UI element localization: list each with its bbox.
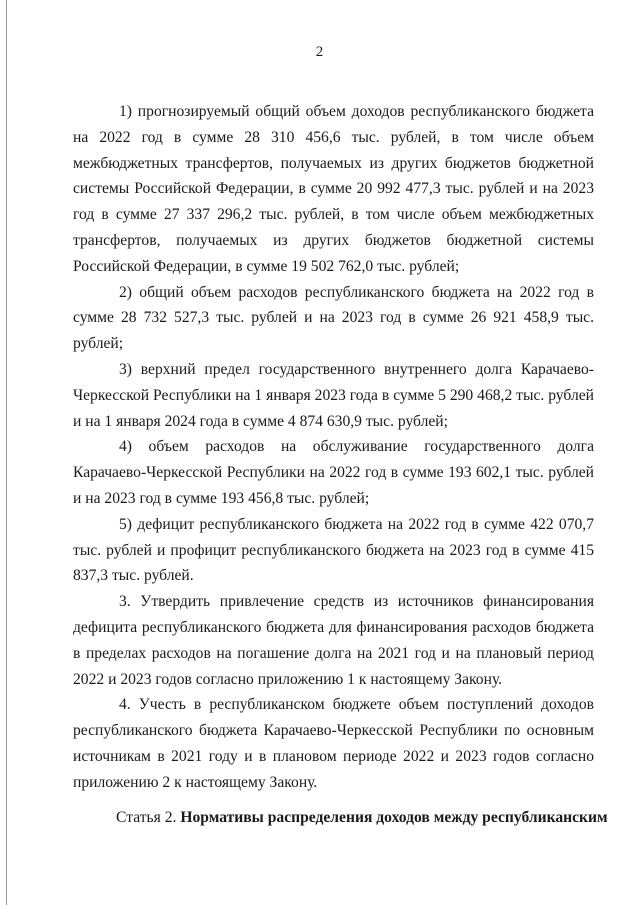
- paragraph-deficit-surplus: 5) дефицит республиканского бюджета на 2022 год в сумме 422 070,7 тыс. рублей и профицит республиканского бюджета на 2023 год в сумме 415 837,3 тыс. рублей.: [73, 515, 594, 585]
- article-heading: [116, 805, 616, 831]
- paragraph-debt-service: 4) объем расходов на обслуживание государственного долга Карачаево-Черкесской Республики на 2022 год в сумме 193 602,1 тыс. рублей и на 2023 год в сумме 193 456,8 тыс. рублей;: [73, 438, 594, 507]
- article-title: Нормативы распределения доходов между республиканским: [180, 809, 608, 826]
- paragraph-revenue-sources: 4. Учесть в республиканском бюджете объем поступлений доходов республиканского бюджета Карачаево-Черкесской Республики по основным источникам в 2021 году и в плановом периоде 2022 и 2023 годов согласно приложению 2 к настоящему Закону.: [73, 696, 594, 791]
- document-body: [73, 99, 594, 796]
- paragraph-revenue-volume: 1) прогнозируемый общий объем доходов республиканского бюджета на 2022 год в сумме 28 310 456,6 тыс. рублей, в том числе объем межбюджетных трансфертов, получаемых из других бюджетов бюджетной системы Российской Федерации, в сумме 20 992 477,3 тыс. рублей и на 2023 год в сумме 27 337 296,2 тыс. рублей, в том числе объем межбюджетных трансфертов, получаемых из других бюджетов бюджетной системы Российской Федерации, в сумме 19 502 762,0 тыс. рублей;: [73, 103, 594, 275]
- article-prefix: Статья 2.: [116, 809, 177, 826]
- paragraph-financing-sources: 3. Утвердить привлечение средств из источников финансирования дефицита республиканского бюджета для финансирования расходов бюджета в пределах расходов на погашение долга на 2021 год и на плановый период 2022 и 2023 годов согласно приложению 1 к настоящему Закону.: [73, 593, 594, 688]
- page-number: 2: [315, 44, 324, 60]
- paragraph-expenditure-volume: 2) общий объем расходов республиканского бюджета на 2022 год в сумме 28 732 527,3 тыс. рублей и на 2023 год в сумме 26 921 458,9 тыс. рублей;: [73, 283, 594, 353]
- paragraph-debt-limit: 3) верхний предел государственного внутреннего долга Карачаево-Черкесской Республики на 1 января 2023 года в сумме 5 290 468,2 тыс. рублей и на 1 января 2024 года в сумме 4 874 630,9 тыс. рублей;: [73, 360, 594, 430]
- page-edge-line: [6, 0, 7, 905]
